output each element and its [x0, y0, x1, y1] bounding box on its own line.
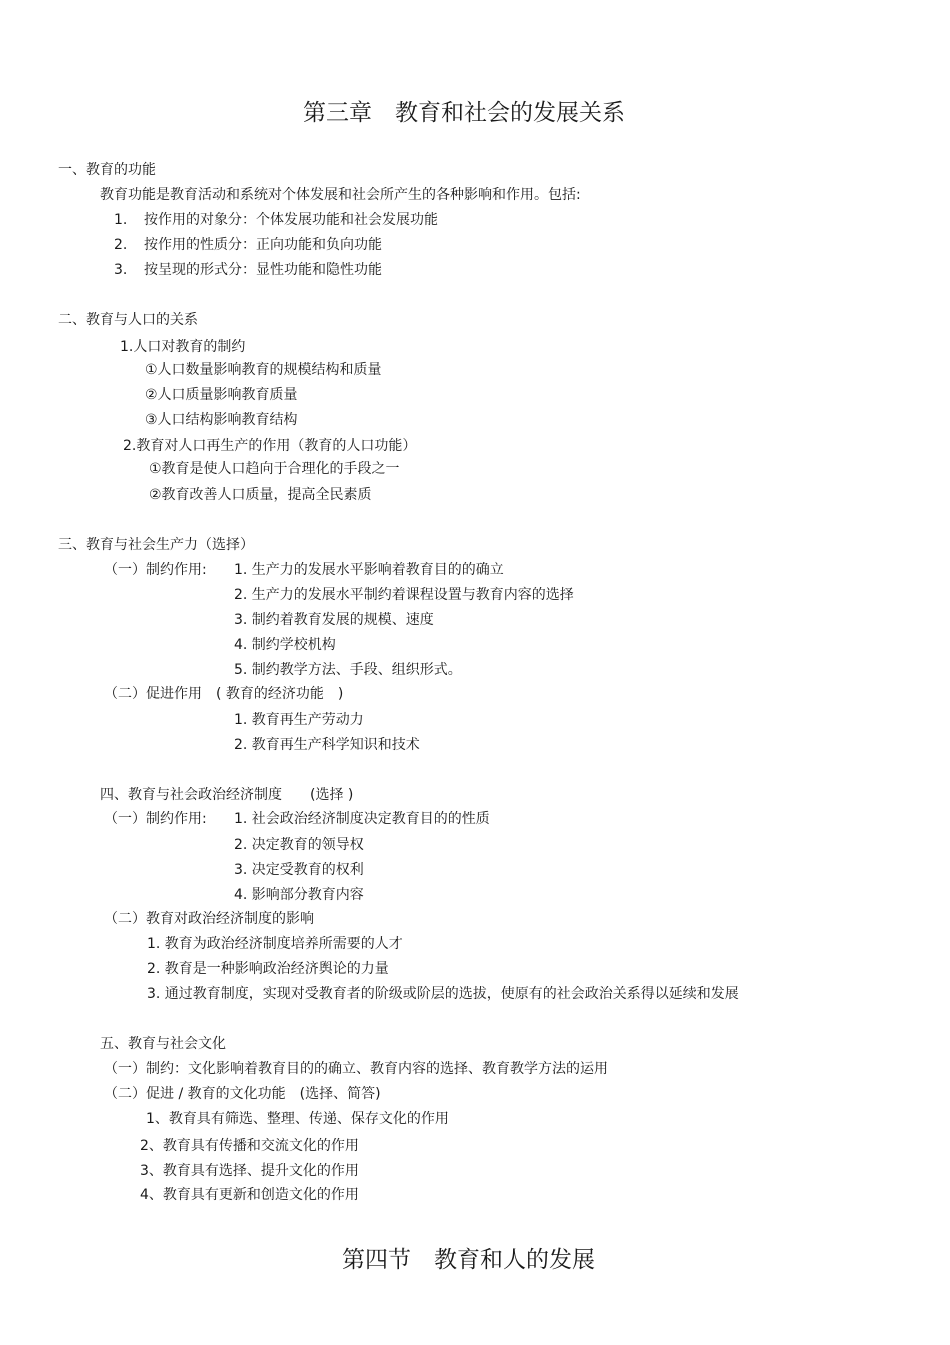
- subheading: 1.人口对教育的制约: [120, 339, 246, 355]
- list-item: 3、教育具有选择、提升文化的作用: [140, 1163, 359, 1179]
- list-item: ③人口结构影响教育结构: [145, 412, 298, 428]
- section-heading-productivity: 三、教育与社会生产力（选择）: [58, 537, 254, 553]
- list-number: 2.: [114, 237, 128, 253]
- list-number: 1.: [114, 212, 128, 228]
- subheading: （一）制约作用:: [104, 811, 207, 827]
- section-heading-politics: 四、教育与社会政治经济制度 (选择 ): [100, 787, 354, 803]
- list-item: [114, 236, 382, 254]
- section-heading-population: 二、教育与人口的关系: [58, 312, 198, 328]
- list-item: ②人口质量影响教育质量: [145, 387, 298, 403]
- list-item: ②教育改善人口质量，提高全民素质: [149, 487, 372, 503]
- list-item: 1. 社会政治经济制度决定教育目的的性质: [234, 811, 490, 827]
- list-item: 4. 制约学校机构: [234, 637, 336, 653]
- list-item: 1、教育具有筛选、整理、传递、保存文化的作用: [146, 1111, 449, 1127]
- functions-intro: 教育功能是教育活动和系统对个体发展和社会所产生的各种影响和作用。包括:: [100, 187, 581, 203]
- list-item: 2. 决定教育的领导权: [234, 837, 364, 853]
- list-item: 3. 通过教育制度，实现对受教育者的阶级或阶层的选拔，使原有的社会政治关系得以延续和发展: [147, 986, 739, 1002]
- subheading: （一）制约作用:: [104, 562, 207, 578]
- list-item: [114, 261, 382, 279]
- section-heading-functions: 一、教育的功能: [58, 162, 156, 178]
- subheading: （二）促进 / 教育的文化功能 (选择、简答): [104, 1086, 381, 1102]
- subheading: （一）制约：文化影响着教育目的的确立、教育内容的选择、教育教学方法的运用: [104, 1061, 608, 1077]
- list-item: 2. 教育是一种影响政治经济舆论的力量: [147, 961, 389, 977]
- list-number: 3.: [114, 262, 128, 278]
- list-item: 4、教育具有更新和创造文化的作用: [140, 1187, 359, 1203]
- list-text: 按呈现的形式分：显性功能和隐性功能: [144, 262, 382, 278]
- list-item: 1. 教育为政治经济制度培养所需要的人才: [147, 936, 403, 952]
- list-item: [114, 211, 438, 229]
- section-heading-culture: 五、教育与社会文化: [100, 1036, 226, 1052]
- subheading: 2.教育对人口再生产的作用（教育的人口功能）: [123, 438, 417, 454]
- list-text: 按作用的对象分：个体发展功能和社会发展功能: [144, 212, 438, 228]
- subheading: （二）促进作用 ( 教育的经济功能 ): [104, 686, 344, 702]
- list-item: 2. 生产力的发展水平制约着课程设置与教育内容的选择: [234, 587, 574, 603]
- section-title: 第四节 教育和人的发展: [342, 1247, 595, 1273]
- chapter-title: 第三章 教育和社会的发展关系: [303, 100, 625, 126]
- subheading: （二）教育对政治经济制度的影响: [104, 911, 314, 927]
- list-item: 4. 影响部分教育内容: [234, 887, 364, 903]
- list-item: 3. 制约着教育发展的规模、速度: [234, 612, 434, 628]
- list-item: ①人口数量影响教育的规模结构和质量: [145, 362, 382, 378]
- list-item: 1. 生产力的发展水平影响着教育目的的确立: [234, 562, 504, 578]
- list-text: 按作用的性质分：正向功能和负向功能: [144, 237, 382, 253]
- list-item: 1. 教育再生产劳动力: [234, 712, 364, 728]
- list-item: 2. 教育再生产科学知识和技术: [234, 737, 420, 753]
- list-item: 3. 决定受教育的权利: [234, 862, 364, 878]
- list-item: ①教育是使人口趋向于合理化的手段之一: [149, 461, 400, 477]
- list-item: 2、教育具有传播和交流文化的作用: [140, 1138, 359, 1154]
- list-item: 5. 制约教学方法、手段、组织形式。: [234, 662, 462, 678]
